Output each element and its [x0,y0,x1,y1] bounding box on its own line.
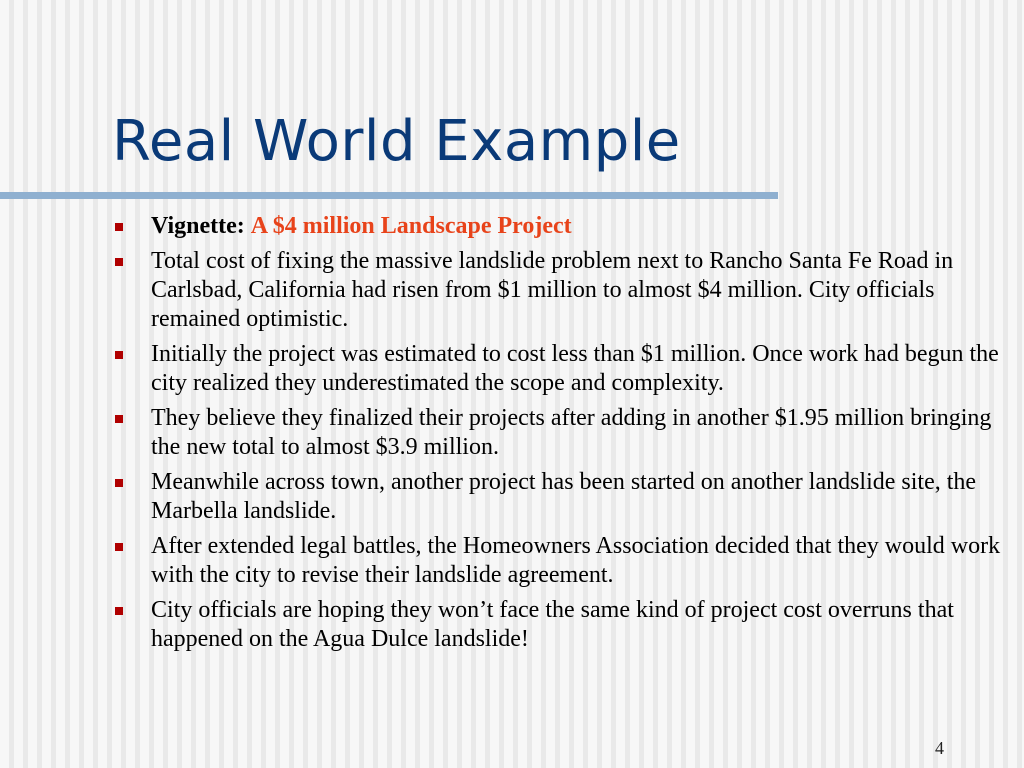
bullet-text: Total cost of fixing the massive landslide problem next to Rancho Santa Fe Road in Carlsbad, California had risen from $1 million to almost $4 million. City officials remained optimistic. [151,248,954,332]
bullet-text: After extended legal battles, the Homeowners Association decided that they would work with the city to revise their landslide agreement. [151,533,1001,588]
bullet-text: City officials are hoping they won’t face the same kind of project cost overruns that happened on the Agua Dulce landslide! [151,597,954,652]
bullet-item [112,340,1012,398]
slide-title: Real World Example [112,109,681,174]
bullet-item [112,468,1012,526]
vignette-label: Vignette: [151,213,245,239]
bullet-item-vignette [112,212,1012,241]
square-bullet-icon [115,479,123,487]
bullet-text: They believe they finalized their projects after adding in another $1.95 million bringing the new total to almost $3.9 million. [151,405,992,460]
bullet-item [112,532,1012,590]
bullet-item [112,247,1012,334]
square-bullet-icon [115,607,123,615]
title-underline [0,192,778,199]
square-bullet-icon [115,351,123,359]
bullet-item [112,404,1012,462]
square-bullet-icon [115,258,123,266]
bullet-text: Meanwhile across town, another project has been started on another landslide site, the Marbella landslide. [151,469,977,524]
bullet-text: Initially the project was estimated to cost less than $1 million. Once work had begun the city realized they underestimated the scope and complexity. [151,341,999,396]
square-bullet-icon [115,223,123,231]
vignette-text: A $4 million Landscape Project [250,213,572,239]
square-bullet-icon [115,543,123,551]
square-bullet-icon [115,415,123,423]
bullet-item [112,596,1012,654]
bullet-list [112,212,1012,660]
page-number: 4 [935,738,944,758]
